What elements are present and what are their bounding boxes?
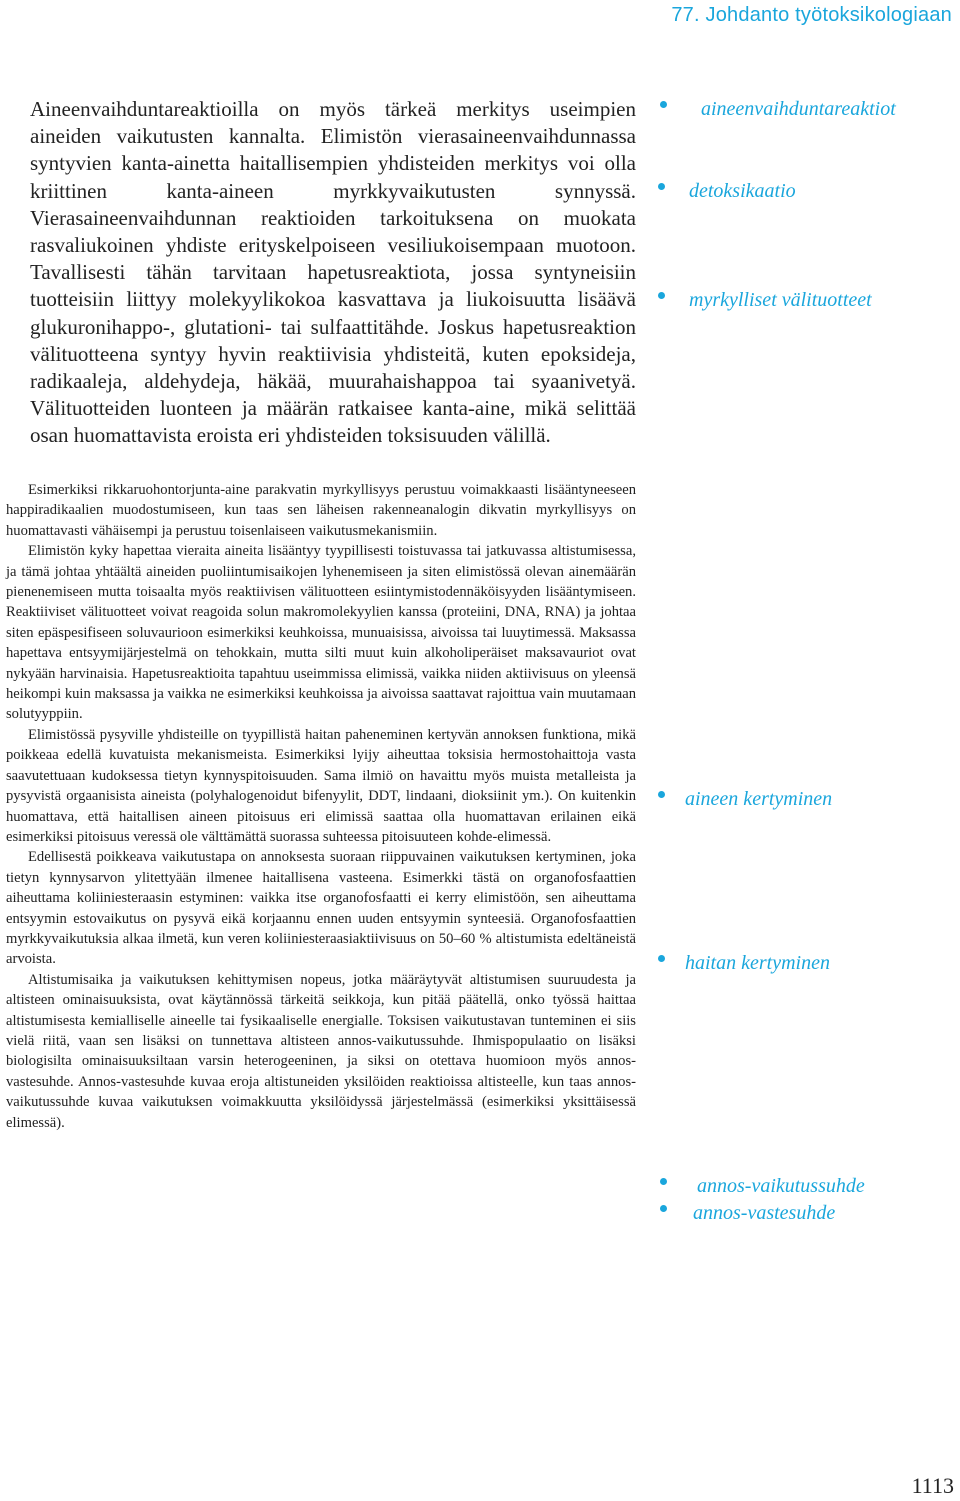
body-paragraph: Elimistön kyky hapettaa vieraita aineita lisääntyy tyypillisesti toistuvassa tai jatkuvassa altistumisessa, ja tämä johtaa yhtäältä aineiden puoliintumisaikojen lyhenemiseen ja siten elimistössä olevan ainemäärän pienenemiseen mutta toisaalta myös reaktiivisen välituotteen esiintymistodennäköisyyden lisääntymiseen. Reaktiiviset välituotteet voivat reagoida solun makromolekyylien kanssa (proteiini, DNA, RNA) ja johtaa siten epäspesifiseen soluvaurioon esimerkiksi keuhkoissa, munuaisissa, aivoissa tai luuytimessä. Maksassa hapettava entsyymijärjestelmä on tehokkain, mutta silti muut kuin alkoholiperäiset maksavauriot ovat nykyään harvinaisia. Hapetusreaktioita tapahtuu useimmissa elimissä, vaikka niiden aktiivisuus on yleensä heikompi kuin maksassa ja vaikka ne esimerkiksi keuhkoissa ja aivoissa saattavat rajoittua vain muutamaan solutyyppiin. — [6, 543, 636, 723]
body-paragraph: Esimerkiksi rikkaruohontorjunta-aine parakvatin myrkyllisyys perustuu voimakkaasti lisääntyneeseen happiradikaalien muodostumiseen, kun taas sen läheisen rakenneanalogin dikvatin myrkyllisyys on huomattavasti vähäisempi ja perustuu toisenlaiseen vaikutusmekanismiin. — [6, 482, 636, 539]
body-text — [6, 480, 636, 1133]
chapter-title: 77. Johdanto työtoksikologiaan — [671, 4, 952, 26]
bullet-icon — [658, 183, 665, 190]
margin-keyword: aineen kertyminen — [658, 788, 832, 811]
body-paragraph: Elimistössä pysyville yhdisteille on tyypillistä haitan paheneminen kertyvän annoksen funktiona, mikä poikkeaa edellä kuvatuista mekanismeista. Esimerkiksi lyijy aiheuttaa toksisia hermostohaittoja vasta saavutettuaan kudoksessa tietyn kynnyspitoisuuden. Sama ilmiö on havaittu myös muista metalleista ja pysyvistä orgaanisista aineista (polyhalogenoidut bifenyylit, DDT, lindaani, dioksiinit ym.). On kuitenkin huomattava, että haitallisen aineen pitoisuus eri elimissä saattaa olla huomattavan erilainen eikä esimerkiksi pitoisuus veressä ole välttämättä suorassa suhteessa pitoisuuteen kohde-elimessä. — [6, 726, 636, 845]
page-number: 1113 — [911, 1473, 954, 1498]
bullet-icon — [660, 1178, 667, 1185]
bullet-icon — [658, 955, 665, 962]
margin-keyword: detoksikaatio — [658, 180, 796, 203]
intro-paragraph: Aineenvaihduntareaktioilla on myös tärkeä merkitys useimpien aineiden vaikutusten kannalta. Elimistön vierasaineenvaihdunnassa syntyvien kanta-ainetta haitallisempien yhdisteiden merkitys voi olla kriittinen kanta-aineen myrkkyvaikutusten synnyssä. Vierasaineenvaihdunnan reaktioiden tarkoituksena on muokata rasvaliukoinen yhdiste erityskelpoiseen vesiliukoisempaan muotoon. Tavallisesti tähän tarvitaan hapetusreaktiota, jossa syntyneisiin tuotteisiin liittyy molekyylikokoa kasvattava ja liukoisuutta lisäävä glukuronihappo-, glutationi- tai sulfaattitähde. Joskus hapetusreaktion välituotteena syntyy hyvin reaktiivisia yhdisteitä, kuten epoksideja, radikaaleja, aldehydeja, häkää, muurahaishappoa tai syaanivetyä. Välituotteiden luonteen ja määrän ratkaisee kanta-aine, mikä selittää osan huomattavista eroista eri yhdisteiden toksisuuden välillä. — [30, 97, 636, 448]
body-paragraph: Altistumisaika ja vaikutuksen kehittymisen nopeus, jotka määräytyvät altistumisen suuruudesta ja altisteen ominaisuuksista, ovat käytännössä tärkeitä seikkoja, kun pitää päätellä, onko työssä haittaa altistumisesta kemialliselle aineelle tai fysikaaliselle energialle. Toksisen vaikutustavan tunteminen ei siis vielä riitä, vaan sen lisäksi on tunnettava altisteen annos-vaikutussuhde. Ihmispopulaatio on lisäksi biologisilta ominaisuuksiltaan varsin heterogeeninen, ja siksi on otettava huomioon myös annos-vastesuhde. Annos-vastesuhde kuvaa eroja altistuneiden yksilöiden reaktioissa altisteelle, kun taas annos-vaikutussuhde kuvaa vaikutuksen voimakkuutta yksilöidyssä järjestelmässä (esimerkiksi yksittäisessä elimessä). — [6, 971, 636, 1131]
margin-keyword: haitan kertyminen — [658, 952, 830, 975]
margin-keyword: annos-vastesuhde — [660, 1202, 835, 1225]
body-paragraph: Edellisestä poikkeava vaikutustapa on annoksesta suoraan riippuvainen vaikutuksen kertyminen, joka tietyn kynnysarvon ylitettyään ilmenee haitallisena vasteena. Esimerkki tästä on organofosfaattien aiheuttama koliiniesteraasin estyminen: vaikka itse organofosfaatti ei kerry elimistöön, sen aiheuttama entsyymin estovaikutus on pysyvä eikä korjaannu ennen uuden entsyymin synteesiä. Organofosfaattien myrkkyvaikutuksia alkaa ilmetä, kun veren koliiniesteraasiaktiivisuus on 50–60 % altistumista edeltäneistä arvoista. — [6, 849, 636, 968]
bullet-icon — [658, 791, 665, 798]
margin-keyword: aineenvaihduntareaktiot — [660, 98, 896, 121]
bullet-icon — [658, 292, 665, 299]
bullet-icon — [660, 1205, 667, 1212]
margin-keyword: myrkylliset välituotteet — [658, 289, 872, 312]
margin-keyword: annos-vaikutussuhde — [660, 1175, 865, 1198]
bullet-icon — [660, 101, 667, 108]
